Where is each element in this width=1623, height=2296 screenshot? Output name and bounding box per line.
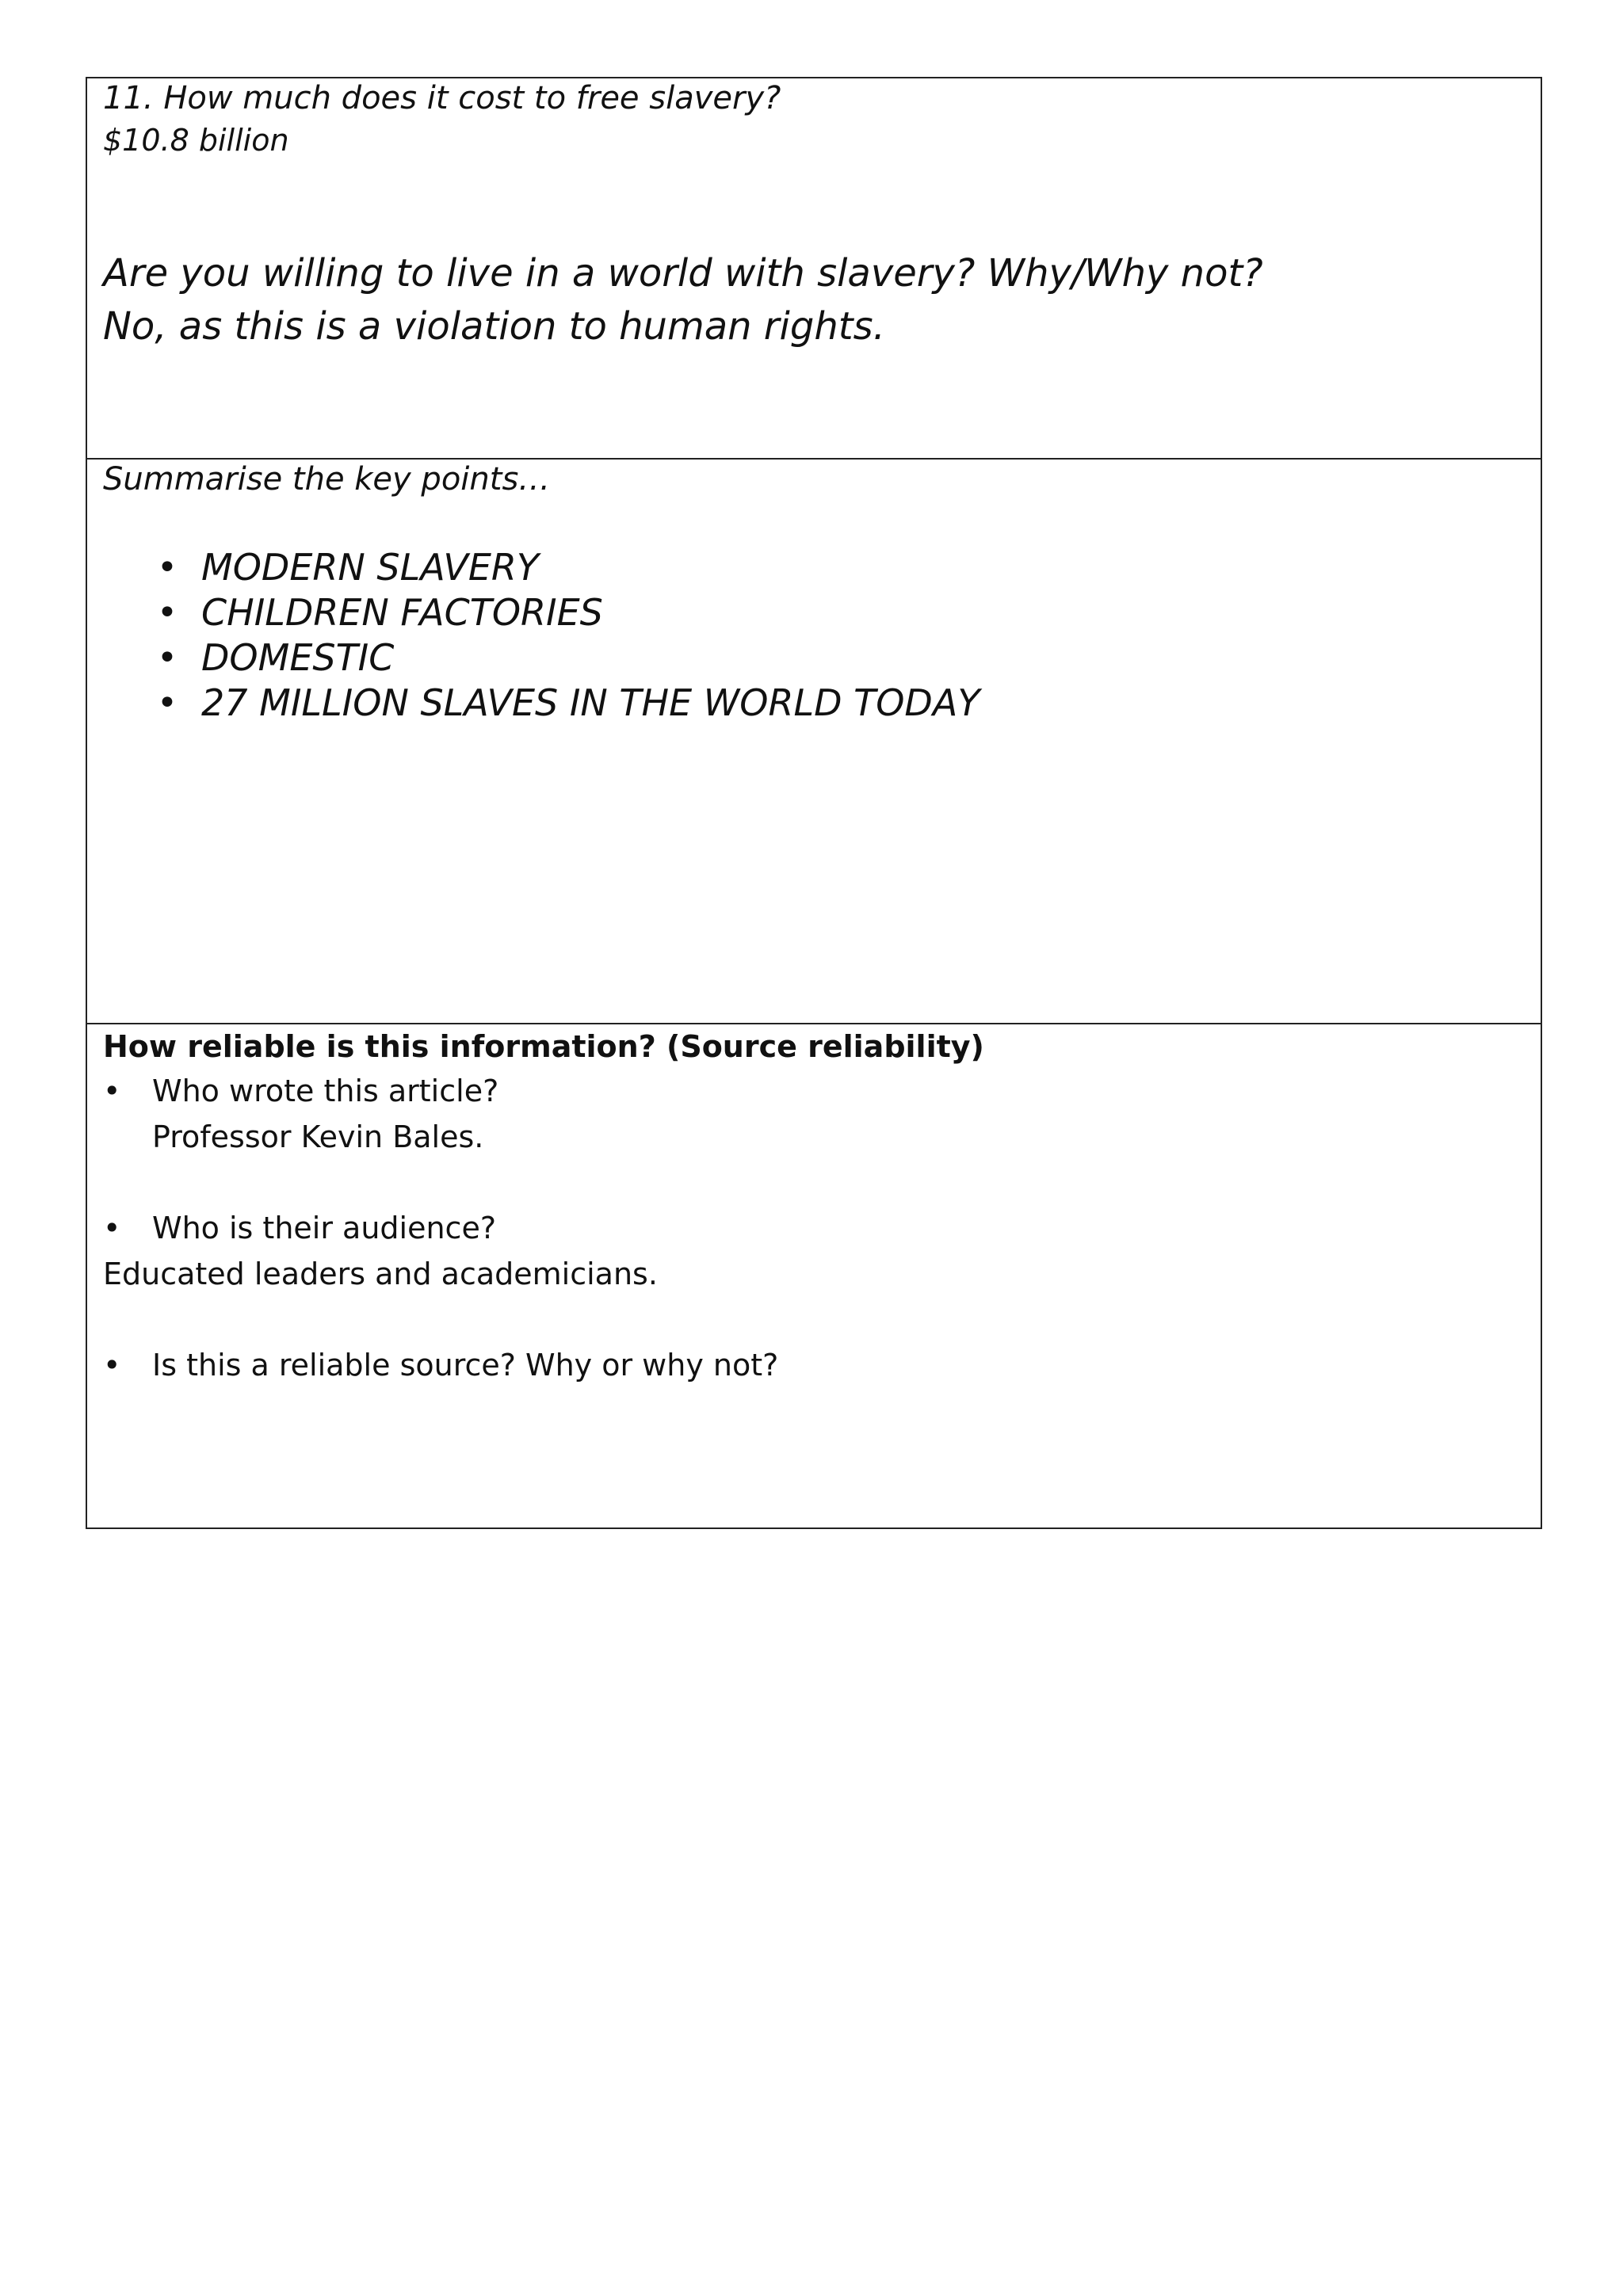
reliability-cell	[87, 1024, 1541, 1527]
key-point-item	[103, 590, 980, 635]
key-point-text: CHILDREN FACTORIES	[201, 591, 603, 634]
audience-answer: Educated leaders and academicians.	[103, 1257, 658, 1291]
bullet-icon: •	[157, 593, 178, 633]
bullet-icon: •	[157, 683, 178, 723]
key-point-text: DOMESTIC	[201, 636, 395, 679]
author-answer: Professor Kevin Bales.	[152, 1119, 484, 1154]
reliable-question: Is this a reliable source? Why or why not?	[152, 1348, 779, 1383]
question-11: 11. How much does it cost to free slavery?	[103, 80, 781, 116]
author-question: Who wrote this article?	[152, 1074, 499, 1108]
summarise-heading: Summarise the key points…	[103, 461, 551, 498]
question-willing: Are you willing to live in a world with slavery? Why/Why not?	[103, 251, 1263, 296]
key-points-list	[103, 545, 980, 726]
answer-11: $10.8 billion	[103, 123, 289, 158]
key-point-item	[103, 635, 980, 681]
answer-willing: No, as this is a violation to human rights.	[103, 304, 885, 349]
key-points-cell	[87, 460, 1541, 1024]
bullet-icon: •	[157, 547, 178, 588]
reliability-heading: How reliable is this information? (Source reliability)	[103, 1029, 984, 1064]
bullet-icon: •	[157, 638, 178, 678]
key-point-text: 27 MILLION SLAVES IN THE WORLD TODAY	[201, 681, 980, 724]
key-point-item	[103, 545, 980, 590]
bullet-icon: •	[103, 1074, 121, 1108]
bullet-icon: •	[103, 1211, 121, 1245]
audience-question: Who is their audience?	[152, 1211, 496, 1245]
bullet-icon: •	[103, 1348, 121, 1383]
worksheet-table	[86, 77, 1542, 1529]
cost-question-cell	[87, 78, 1541, 460]
key-point-text: MODERN SLAVERY	[201, 546, 539, 589]
key-point-item	[103, 681, 980, 726]
